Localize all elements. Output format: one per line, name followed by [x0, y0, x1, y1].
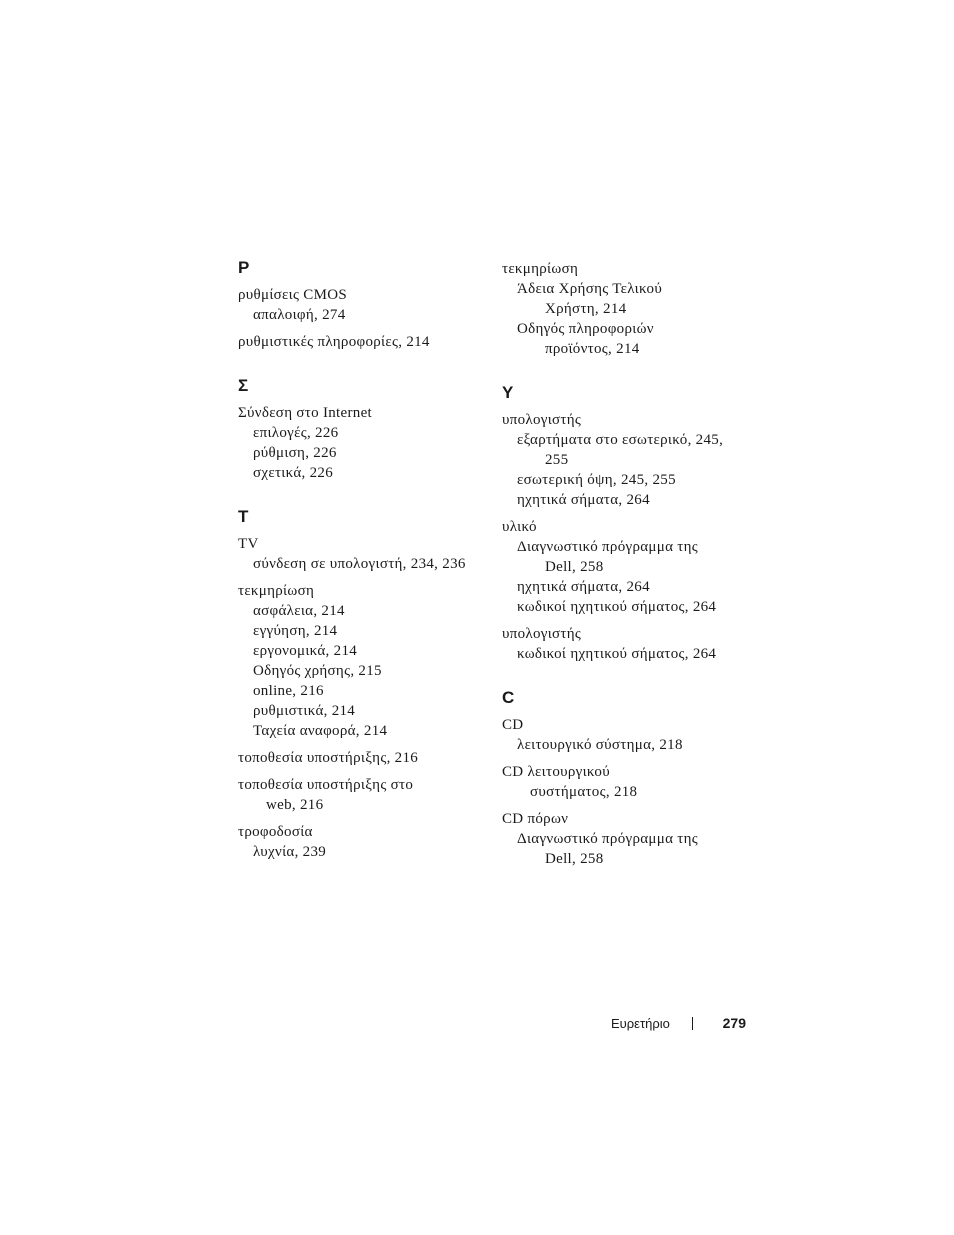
index-subentry-line: σύνδεση σε υπολογιστή, 234, 236	[253, 556, 466, 572]
index-entry	[502, 410, 752, 510]
index-term: τοποθεσία υποστήριξης στο	[238, 777, 414, 793]
index-subentry-line: Διαγνωστικό πρόγραμμα της	[517, 539, 698, 555]
index-subentry	[502, 644, 752, 664]
index-subentry	[238, 443, 488, 463]
index-subentry	[238, 423, 488, 443]
section-letter: C	[502, 688, 515, 707]
index-subentry	[238, 701, 488, 721]
index-subentry-line: προϊόντος, 214	[545, 341, 640, 357]
index-section	[238, 507, 488, 862]
index-subentry-line: επιλογές, 226	[253, 425, 339, 441]
index-entry	[502, 715, 752, 755]
index-subentry-line: 255	[545, 452, 569, 468]
index-subentry	[238, 661, 488, 681]
index-subentry	[238, 463, 488, 483]
index-subentry-line: απαλοιφή, 274	[253, 307, 346, 323]
index-entry	[238, 748, 488, 768]
page-footer	[611, 1014, 746, 1034]
index-term: Σύνδεση στο Internet	[238, 405, 372, 421]
index-term: CD	[502, 717, 524, 733]
index-subentry	[502, 537, 752, 577]
index-term: web, 216	[266, 797, 324, 813]
index-subentry	[502, 829, 752, 869]
footer-separator	[692, 1017, 693, 1030]
page-number: 279	[722, 1015, 746, 1031]
index-term: TV	[238, 536, 259, 552]
index-subentry	[502, 279, 752, 319]
index-entry	[238, 403, 488, 483]
index-subentry-line: εγγύηση, 214	[253, 623, 338, 639]
index-entry	[502, 624, 752, 664]
index-subentry-line: Άδεια Χρήσης Τελικού	[517, 281, 663, 297]
index-entry	[238, 775, 488, 815]
index-subentry-line: λυχνία, 239	[253, 844, 327, 860]
index-subentry-line: κωδικοί ηχητικού σήματος, 264	[517, 646, 717, 662]
index-subentry-line: σχετικά, 226	[253, 465, 333, 481]
index-subentry	[502, 319, 752, 359]
index-term: υλικό	[502, 519, 537, 535]
index-subentry-line: Διαγνωστικό πρόγραμμα της	[517, 831, 698, 847]
section-letter: T	[238, 507, 249, 526]
index-entry	[502, 259, 752, 359]
index-subentry-line: Ταχεία αναφορά, 214	[253, 723, 388, 739]
index-subentry-line: ρύθμιση, 226	[253, 445, 337, 461]
index-subentry-line: Χρήστη, 214	[545, 301, 627, 317]
index-term: τοποθεσία υποστήριξης, 216	[238, 750, 419, 766]
index-subentry-line: Dell, 258	[545, 851, 604, 867]
index-subentry-line: Dell, 258	[545, 559, 604, 575]
index-term: συστήματος, 218	[530, 784, 638, 800]
index-subentry	[238, 842, 488, 862]
index-subentry-line: ηχητικά σήματα, 264	[517, 492, 650, 508]
index-column-right	[502, 259, 752, 893]
section-letter: Σ	[238, 376, 249, 395]
index-term: τροφοδοσία	[238, 824, 313, 840]
index-subentry-line: online, 216	[253, 683, 324, 699]
index-term: CD πόρων	[502, 811, 569, 827]
index-section	[238, 258, 488, 352]
index-term: υπολογιστής	[502, 412, 582, 428]
index-subentry-line: εξαρτήματα στο εσωτερικό, 245,	[517, 432, 724, 448]
index-subentry-line: κωδικοί ηχητικού σήματος, 264	[517, 599, 717, 615]
index-subentry-line: λειτουργικό σύστημα, 218	[517, 737, 683, 753]
index-subentry-line: ρυθμιστικά, 214	[253, 703, 356, 719]
footer-section-label: Ευρετήριο	[611, 1016, 670, 1031]
index-subentry	[238, 681, 488, 701]
index-subentry	[238, 601, 488, 621]
index-entry	[502, 809, 752, 869]
index-section	[502, 383, 752, 664]
index-subentry	[502, 470, 752, 490]
index-term: ρυθμιστικές πληροφορίες, 214	[238, 334, 430, 350]
index-subentry	[502, 735, 752, 755]
index-subentry-line: εργονομικά, 214	[253, 643, 358, 659]
index-subentry-line: ασφάλεια, 214	[253, 603, 345, 619]
index-section	[502, 259, 752, 359]
index-section	[238, 376, 488, 483]
index-subentry	[238, 554, 488, 574]
index-entry	[502, 517, 752, 617]
index-subentry-line: Οδηγός χρήσης, 215	[253, 663, 382, 679]
index-section	[502, 688, 752, 869]
index-entry	[238, 285, 488, 325]
index-subentry	[238, 641, 488, 661]
section-letter: P	[238, 258, 250, 277]
index-entry	[238, 581, 488, 741]
index-entry	[502, 762, 752, 802]
index-subentry	[502, 490, 752, 510]
index-term: τεκμηρίωση	[502, 261, 579, 277]
section-letter: Y	[502, 383, 514, 402]
index-column-left	[238, 258, 488, 886]
index-subentry	[238, 621, 488, 641]
index-subentry-line: Οδηγός πληροφοριών	[517, 321, 654, 337]
index-subentry	[502, 597, 752, 617]
index-subentry-line: εσωτερική όψη, 245, 255	[517, 472, 676, 488]
index-subentry-line: ηχητικά σήματα, 264	[517, 579, 650, 595]
index-entry	[238, 822, 488, 862]
index-term: ρυθμίσεις CMOS	[238, 287, 348, 303]
index-entry	[238, 332, 488, 352]
index-subentry	[502, 430, 752, 470]
index-subentry	[502, 577, 752, 597]
index-entry	[238, 534, 488, 574]
index-subentry	[238, 721, 488, 741]
index-term: τεκμηρίωση	[238, 583, 315, 599]
index-term: CD λειτουργικού	[502, 764, 610, 780]
index-subentry	[238, 305, 488, 325]
index-term: υπολογιστής	[502, 626, 582, 642]
